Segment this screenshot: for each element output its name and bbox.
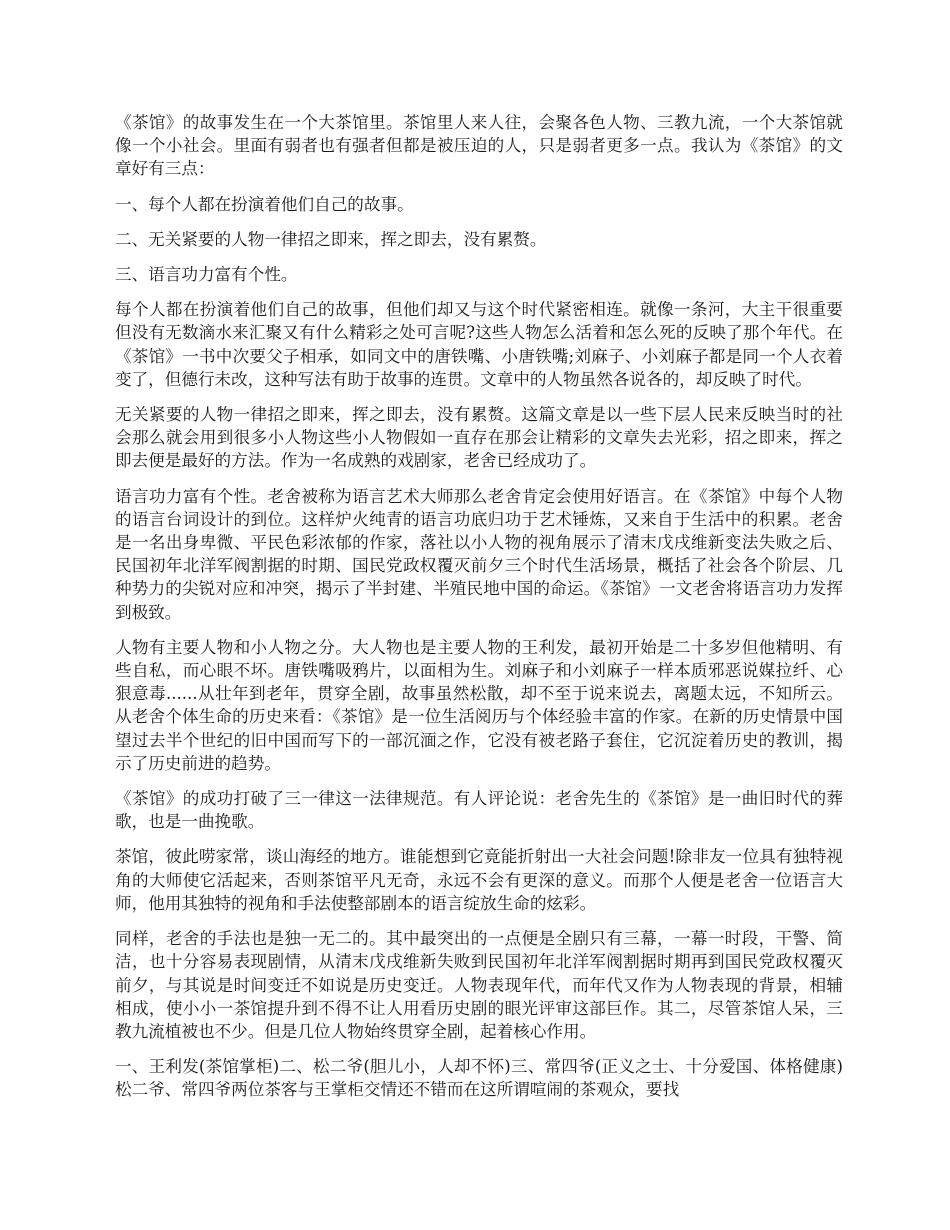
- paragraph-point-3: 三、语言功力富有个性。: [115, 265, 298, 285]
- paragraph-major-minor-roles: 人物有主要人物和小人物之分。大人物也是主要人物的王利发，最初开始是二十多岁但他精明、有些自私，而心眼不坏。唐铁嘴吸鸦片，以面相为生。刘麻子和小刘麻子一样本质邪恶说媒拉纤、心狠意毒......从壮年到老年，贯穿全剧，故事虽然松散，却不至于说来说去，离题太远，不知所云。从老舍个体生命的历史来看：《茶馆》是一位生活阅历与个体经验丰富的作家。在新的历史情景中国望过去半个世纪的旧中国而写下的一部沉湎之作，它没有被老路子套住，它沉淀着历史的教训，揭示了历史前进的趋势。: [115, 637, 843, 773]
- paragraph-point-2: 二、无关紧要的人物一律招之即来，挥之即去，没有累赘。: [115, 229, 547, 249]
- paragraph-language-skill: 语言功力富有个性。老舍被称为语言艺术大师那么老舍肯定会使用好语言。在《茶馆》中每个人物的语言台词设计的到位。这样炉火纯青的语言功底归功于艺术锤炼，又来自于生活中的积累。老舍是一名出身卑微、平民色彩浓郁的作家，落社以小人物的视角展示了清末戊戌维新变法失败之后、民国初年北洋军阀割据的时期、国民党政权覆灭前夕三个时代生活场景，概括了社会各个阶层、几种势力的尖锐对应和冲突，揭示了半封建、半殖民地中国的命运。《茶馆》一文老舍将语言功力发挥到极致。: [115, 486, 843, 622]
- paragraph-intro: 《茶馆》的故事发生在一个大茶馆里。茶馆里人来人往，会聚各色人物、三教九流，一个大茶馆就像一个小社会。里面有弱者也有强者但都是被压迫的人，只是弱者更多一点。我认为《茶馆》的文章好有三点：: [115, 113, 843, 179]
- paragraph-three-acts: 同样，老舍的手法也是独一无二的。其中最突出的一点便是全剧只有三幕，一幕一时段，干警、简洁，也十分容易表现剧情，从清末戊戌维新失败到民国初年北洋军阀割据时期再到国民党政权覆灭前夕，与其说是时间变迁不如说是历史变迁。人物表现年代，而年代又作为人物表现的背景，相辅相成，使小小一茶馆提升到不得不让人用看历史剧的眼光评审这部巨作。其二，尽管茶馆人呆，三教九流植被也不少。但是几位人物始终贯穿全剧，起着核心作用。: [115, 929, 843, 1041]
- paragraph-characters-stories: 每个人都在扮演着他们自己的故事，但他们却又与这个时代紧密相连。就像一条河，大主干很重要但没有无数滴水来汇聚又有什么精彩之处可言呢?这些人物怎么活着和怎么死的反映了那个年代。在《茶馆》一书中次要父子相承，如同文中的唐铁嘴、小唐铁嘴;刘麻子、小刘麻子都是同一个人衣着变了，但德行未改，这种写法有助于故事的连贯。文章中的人物虽然各说各的，却反映了时代。: [115, 300, 843, 389]
- document-body: [115, 111, 843, 1114]
- paragraph-three-unities: 《茶馆》的成功打破了三一律这一法律规范。有人评论说：老舍先生的《茶馆》是一曲旧时代的葬歌，也是一曲挽歌。: [115, 789, 843, 832]
- paragraph-character-list: 一、王利发(茶馆掌柜)二、松二爷(胆儿小，人却不怀)三、常四爷(正义之士、十分爱国、体格健康)松二爷、常四爷两位茶客与王掌柜交情还不错而在这所谓喧闹的茶观众，要找: [115, 1057, 843, 1100]
- paragraph-point-1: 一、每个人都在扮演着他们自己的故事。: [115, 194, 414, 214]
- paragraph-teahouse-setting: 茶馆，彼此唠家常，谈山海经的地方。谁能想到它竟能折射出一大社会问题!除非友一位具有独特视角的大师使它活起来，否则茶馆平凡无奇，永远不会有更深的意义。而那个人便是老舍一位语言大师，他用其独特的视角和手法使整部剧本的语言绽放生命的炫彩。: [115, 847, 843, 913]
- paragraph-minor-characters: 无关紧要的人物一律招之即来，挥之即去，没有累赘。这篇文章是以一些下层人民来反映当时的社会那么就会用到很多小人物这些小人物假如一直存在那会让精彩的文章失去光彩，招之即来，挥之即去便是最好的方法。作为一名成熟的戏剧家，老舍已经成功了。: [115, 405, 843, 471]
